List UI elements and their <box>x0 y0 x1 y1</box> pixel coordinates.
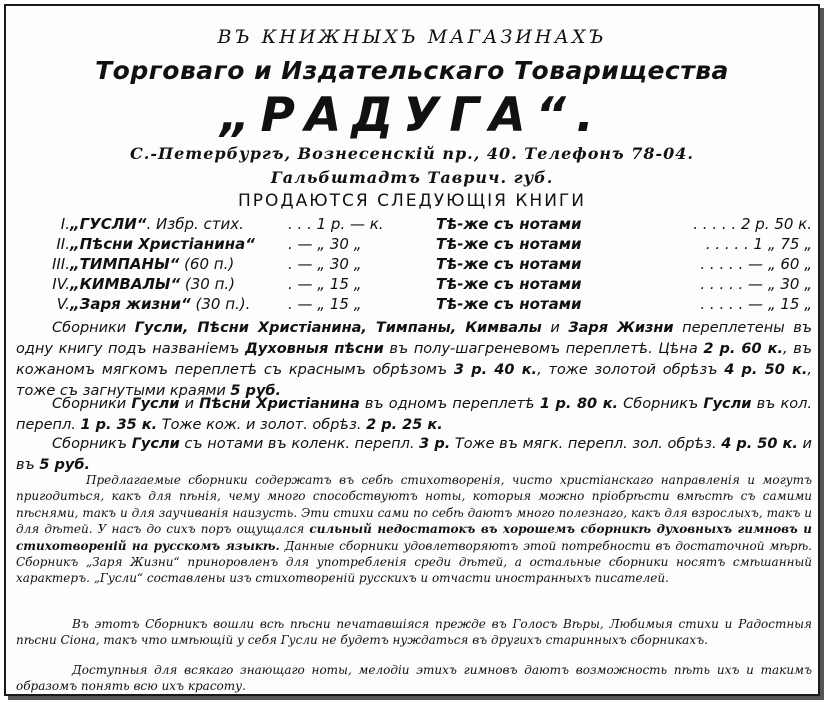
book-notes-price: . . . . . — „ 15 „ <box>700 295 812 313</box>
book-number: IV. <box>52 275 70 293</box>
book-title: „КИМВАЛЫ“ (30 п.) <box>70 275 236 293</box>
book-notes-price: . . . . . 2 р. 50 к. <box>693 215 812 233</box>
book-with-notes: Тѣ-же съ нотами <box>436 295 582 313</box>
book-title: „ГУСЛИ“. Избр. стих. <box>70 215 244 233</box>
book-notes-price: . . . . . — „ 60 „ <box>700 255 812 273</box>
book-with-notes: Тѣ-же съ нотами <box>436 275 582 293</box>
paragraph-collections-binding: Сборники Гусли, Пѣсни Христіанина, Тимпаны, Кимвалы и Заря Жизни переплетены въ одну книгу подъ названіемъ Духовныя пѣсни въ полу-шагреневомъ переплетѣ. Цѣна 2 р. 60 к., въ кожаномъ мягкомъ переплетѣ съ краснымъ обрѣзомъ 3 р. 40 к., тоже золотой обрѣзъ 4 р. 50 к., тоже съ загнутыми краями 5 руб. <box>16 320 813 399</box>
book-title: „Пѣсни Христіанина“ <box>70 235 255 253</box>
header-address: С.-Петербургъ, Вознесенскій пр., 40. Телефонъ 78-04. <box>130 144 694 163</box>
book-row <box>10 254 816 274</box>
paragraph-gusli-binding: Сборники Гусли и Пѣсни Христіанина въ одномъ переплетѣ 1 р. 80 к. Сборникъ Гусли въ кол. перепл. 1 р. 35 к. Тоже кож. и золот. обрѣз. 2 р. 25 к. <box>16 396 812 433</box>
book-number: I. <box>60 215 70 233</box>
book-with-notes: Тѣ-же съ нотами <box>436 255 582 273</box>
paragraph-melodies: Доступныя для всякаго знающаго ноты, мелодіи этихъ гимновъ даютъ возможность пѣть ихъ и такимъ образомъ понять всю ихъ красоту. <box>16 663 812 694</box>
book-price: . . . 1 р. — к. <box>288 215 384 233</box>
book-with-notes: Тѣ-же съ нотами <box>436 235 582 253</box>
book-notes-price: . . . . . 1 „ 75 „ <box>705 235 812 253</box>
book-price: . — „ 30 „ <box>288 235 362 253</box>
book-number: III. <box>51 255 70 273</box>
book-price: . — „ 30 „ <box>288 255 362 273</box>
book-price: . — „ 15 „ <box>288 295 362 313</box>
book-title: „Заря жизни“ (30 п.). <box>70 295 251 313</box>
paragraph-description: Предлагаемые сборники содержатъ въ себѣ стихотворенія, чисто христіанскаго направленія и могутъ пригодиться, какъ для пѣнія, чему много способствуютъ ноты, которыя можно пріобрѣсти вмѣстѣ съ самими пѣснями, такъ и для заучиванія наизусть. Эти стихи сами по себѣ даютъ много полезнаго, какъ для взрослыхъ, такъ и для дѣтей. У насъ до сихъ поръ ощущался сильный недостатокъ въ хорошемъ сборникѣ духовныхъ гимновъ и стихотвореній на русскомъ языкѣ. Данные сборники удовлетворяютъ этой потребности въ достаточной мѣрѣ. Сборникъ „Заря Жизни“ приноровленъ для употребленія среди дѣтей, а остальные сборники носятъ смѣшанный характеръ. „Гусли“ составлены изъ стихотвореній русскихъ и отчасти иностранныхъ писателей. <box>16 473 812 586</box>
book-price: . — „ 15 „ <box>288 275 362 293</box>
book-with-notes: Тѣ-же съ нотами <box>436 215 582 233</box>
book-row <box>10 214 816 234</box>
book-title: „ТИМПАНЫ“ (60 п.) <box>70 255 235 273</box>
book-price-list <box>10 214 816 314</box>
header-raduga-title: „РАДУГА“. <box>220 88 604 143</box>
book-number: V. <box>56 295 70 313</box>
book-notes-price: . . . . . — „ 30 „ <box>700 275 812 293</box>
paragraph-gusli-notes: Сборникъ Гусли съ нотами въ коленк. перепл. 3 р. Тоже въ мягк. перепл. зол. обрѣз. 4 р. 50 к. и въ 5 руб. <box>16 436 812 473</box>
header-company: Торговаго и Издательскаго Товарищества <box>95 56 729 85</box>
book-row <box>10 274 816 294</box>
advertisement-page <box>4 4 820 696</box>
book-row <box>10 294 816 314</box>
header-bookstores: ВЪ КНИЖНЫХЪ МАГАЗИНАХЪ <box>217 26 607 48</box>
header-city: Гальбштадтъ Таврич. губ. <box>270 168 554 187</box>
book-number: II. <box>56 235 70 253</box>
header-books-on-sale: ПРОДАЮТСЯ СЛЕДУЮЩІЯ КНИГИ <box>237 191 586 211</box>
paragraph-contents: Въ этотъ Сборникъ вошли всѣ пѣсни печатавшіяся прежде въ Голосъ Вѣры, Любимыя стихи и Радостныя пѣсни Сіона, такъ что имѣющій у себя Гусли не будетъ нуждаться въ другихъ старинныхъ сборникахъ. <box>16 617 812 648</box>
book-row <box>10 234 816 254</box>
